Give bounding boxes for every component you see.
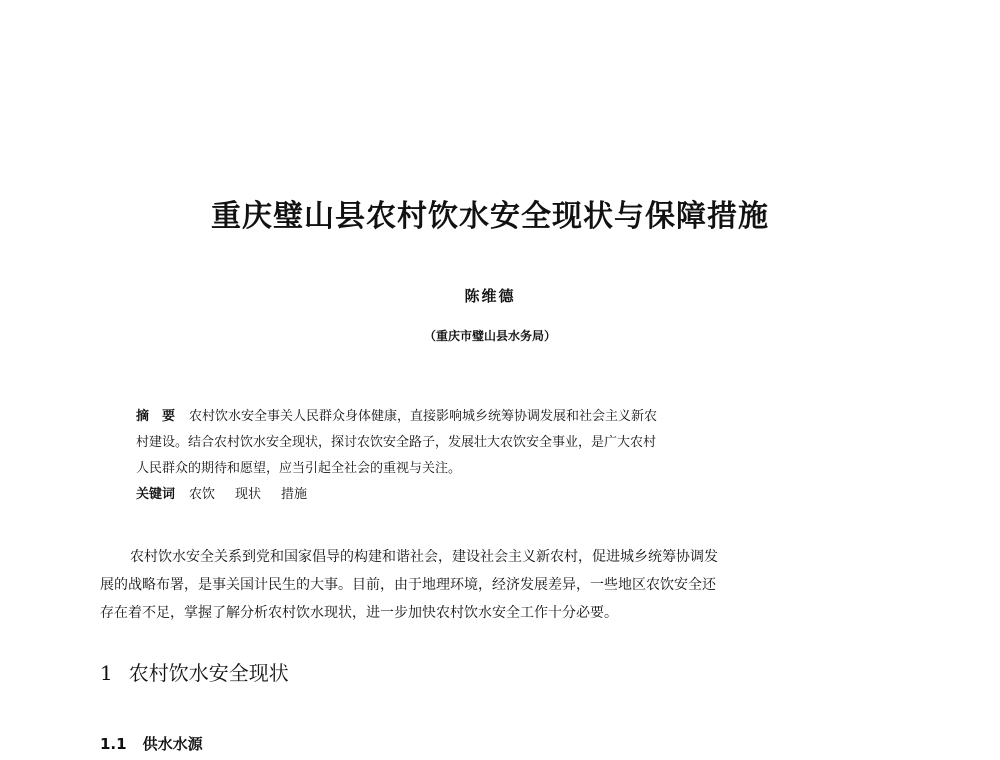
paragraph-line: 存在着不足，掌握了解分析农村饮水现状，进一步加快农村饮水安全工作十分必要。 xyxy=(100,605,618,621)
keyword: 农饮 xyxy=(189,487,216,502)
section-title: 农村饮水安全现状 xyxy=(128,661,289,685)
section-heading xyxy=(100,657,289,686)
subsection-title: 供水水源 xyxy=(142,735,203,753)
author-name: 陈维德 xyxy=(464,287,516,305)
author-affiliation: （重庆市璧山县水务局） xyxy=(423,329,556,343)
paper-title: 重庆璧山县农村饮水安全现状与保障措施 xyxy=(211,199,769,234)
paragraph-line: 展的战略布署，是事关国计民生的大事。目前，由于地理环境，经济发展差异，一些地区农饮安全还 xyxy=(100,577,716,593)
abstract-line: 村建设。结合农村饮水安全现状，探讨农饮安全路子，发展壮大农饮安全事业，是广大农村 xyxy=(136,435,657,450)
abstract-line xyxy=(136,404,856,430)
keywords-label: 关键词 xyxy=(136,487,176,502)
subsection-number: 1.1 xyxy=(100,735,127,753)
abstract-label: 摘 要 xyxy=(136,409,176,424)
keyword: 措施 xyxy=(281,487,308,502)
keyword: 现状 xyxy=(235,487,262,502)
subsection-heading xyxy=(100,733,203,754)
abstract-block xyxy=(136,404,856,508)
abstract-line: 人民群众的期待和愿望，应当引起全社会的重视与关注。 xyxy=(136,461,462,476)
section-number: 1 xyxy=(100,661,113,685)
intro-paragraph xyxy=(100,543,890,627)
keywords-line xyxy=(136,482,856,508)
abstract-text: 农村饮水安全事关人民群众身体健康，直接影响城乡统筹协调发展和社会主义新农 xyxy=(189,409,658,424)
paragraph-line: 农村饮水安全关系到党和国家倡导的构建和谐社会，建设社会主义新农村，促进城乡统筹协调发 xyxy=(130,549,718,565)
